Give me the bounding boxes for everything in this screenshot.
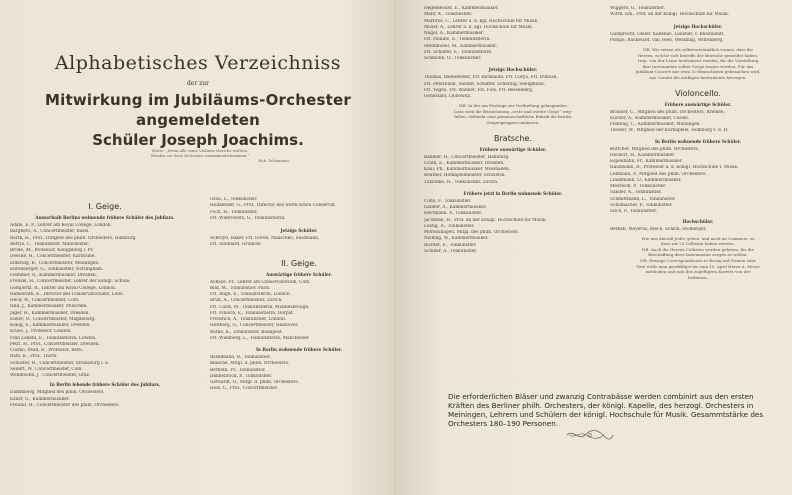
subsection-heading: In Berlin wohnende frühere Schüler. (255, 347, 343, 352)
name-list (424, 75, 602, 100)
list-item: Hamelrath, E., Director des Conservatoriums, Lodz. (10, 291, 124, 297)
list-item: Frl. Finisch, E., Tonkünstlerin, Dorpat. (210, 310, 295, 316)
list-item: König, E., Kammermusiker, Dresden. (10, 323, 91, 328)
list-item: Schmölin, O., Tonkünstler. (424, 56, 482, 61)
list-item: NB. In der am Festtage zur Vertheilung gelangenden (459, 103, 567, 109)
list-item: Moser, A., Lehrer a. d. kgl. Hochschule für Musik. (424, 24, 534, 30)
subsection-heading: Ausserhalb Berlins wohnende frühere Schüler des Jubilars. (35, 215, 175, 220)
motto-author: Rob. Schumann. (258, 158, 290, 163)
list-item: Hild, J., Kammermusiker, München. (10, 304, 88, 310)
list-item: Bandler, H., Concertmeister, Hamburg. (424, 154, 510, 160)
name-list (610, 6, 786, 19)
motto (110, 148, 290, 163)
name-list (10, 223, 200, 379)
column-bratsche (424, 6, 602, 255)
section-heading: II. Geige. (281, 258, 317, 268)
list-item: Marbros, C., Lehrer a. d. kgl. Hochschule für Musik. (424, 18, 539, 24)
subsection-heading: In Berlin wohnende frühere Schüler. (654, 138, 742, 144)
list-item: Beschaffung ihrer Instrumente sorgen zu wollen. (648, 252, 748, 258)
name-list (210, 197, 388, 222)
list-item: Espenhahn, Fr., Kammermusiker. (610, 159, 683, 165)
list-item: Frl. Stoddard, Grumow. (210, 242, 262, 248)
list-item: Nagel, A., Kammermusiker. (424, 31, 484, 36)
list-item: Lehmann, P., Mitglied des philh. Orchesters. (610, 171, 707, 177)
name-list (610, 227, 786, 233)
list-item: Ehrenberger, G., Tonkünstler, Nottingham. (10, 266, 104, 272)
list-item: Wie uns überall Jeder gehen, und auch im Commers, so (641, 235, 755, 241)
list-item: Schumacher, P., Tonkünstler. (610, 202, 673, 208)
list-item: Ackroyd, Baker, Frl. Doren, Palaschko, Sussmann, (210, 236, 320, 241)
list-item: Frenzel, H., Concertmeister, Lehrer der königl. Schule. (10, 279, 131, 285)
list-item: Betrys, C., Tonkünstler, Manchester. (10, 241, 90, 247)
list-item: Göhnstahl, Leibowitz. (424, 94, 472, 99)
name-list (210, 280, 388, 343)
subsection-heading: Frühere auswärtige Schüler. (664, 101, 732, 107)
subsection-heading: Jetzige Hochschüler. (488, 67, 538, 73)
list-item: Richter, E., Tonkünstler. (424, 242, 477, 248)
note (610, 47, 786, 81)
list-item: Kiefer, O., Concertmeister, Magdeburg. (10, 316, 96, 322)
title-line-3: Mitwirkung im Jubiläums-Orchester angemeldeten (45, 91, 351, 129)
name-list (424, 199, 602, 255)
list-item: Baselmann, B., Tonkünstler. (210, 355, 271, 360)
title-line-1: Alphabetisches Verzeichniss (54, 52, 342, 74)
name-list (610, 110, 786, 135)
list-item: Wirth, Em., Prof. an der königl. Hochschule für Musik. (610, 12, 730, 18)
list-item: Gompertz, R., Lehrer am Royal College, London. (10, 285, 117, 291)
ornament-flourish-icon (565, 428, 615, 442)
list-item: Liste wird die Bezeichnung „erste und zweite Geige“ weg- (453, 108, 573, 114)
list-item: Kaul, Ph., Kammermusiker, Wiesbaden. (424, 167, 511, 173)
list-item: Deecke, H., Concertmeister, Karlsruhe. (10, 254, 96, 260)
list-item: Eücher, A., Kammermusiker, Cassel. (610, 115, 690, 121)
list-item: Wiggers, G., Tonkünstler. (610, 6, 665, 11)
list-item: Schmittmann, L., Tonkünstler. (610, 196, 676, 202)
list-item: Fleming, C., Kammermusiker, Meiningen. (610, 122, 701, 128)
list-item: Berbeth, Fr., Tonkünstler. (210, 367, 266, 373)
list-item: Titel wolle man gestfälligst bis zum 10. April Herrn A. Moser (636, 263, 760, 269)
list-item: Frl. Clark, M., Tonkünstlerin, Middlesbrough. (210, 304, 310, 310)
list-item: Frl. Vögeli, Frl. Wanner, Frl. Fick, Frl. Besselberg, (424, 87, 534, 93)
list-item: Mahr, K., Tonkünstler. (424, 12, 473, 18)
list-item: Frl. Bligh, E., Tonkünstlerin, London. (210, 292, 292, 297)
list-item: Eldering, B., Concertmeister, Meiningen. (10, 260, 100, 266)
title-line-4: Schüler Joseph Joachims. (92, 131, 304, 149)
name-list (210, 355, 388, 393)
section-heading: Bratsche. (494, 133, 532, 143)
list-item: Herren, welche sich betreffs der Bratsche gemeldet haben, (637, 52, 759, 58)
list-item: Lüstig, A., Tonkünstler. (424, 223, 475, 229)
list-item: Schiller, A., Tonkünstler. (424, 248, 478, 254)
list-item: Heck, W., Concertmeister, Cöln. (10, 298, 80, 303)
list-item: Wendtsohn, J., Concertmeister, Graz. (10, 373, 91, 378)
list-item: Dannebrock, P., Tonkünstler. (210, 373, 273, 379)
subsection-heading: Hochschüler. (682, 219, 714, 225)
list-item: Hegemeister, E., Kammermusiker. (424, 6, 499, 11)
column-geige-1 (10, 198, 200, 409)
subsection-heading: Auswärtige frühere Schüler. (265, 271, 333, 277)
orchestra-note: Die erforderlichen Bläser und zwanzig Contrabässe werden combinirt aus den ersten Kräften des Berliner philh. Orchesters, der königl. Kapelle, des herzogl. Orchesters in Meiningen, Lehrern und Schülern der königl. Hochschule für Musik. Gesammtstärke des Orchesters 180–190 Personen. (448, 392, 764, 428)
list-item: Kruse, J., Professor, London. (10, 329, 72, 335)
list-item: Finn Lallehl, E., Tonkünstlerin, London. (10, 335, 97, 341)
list-item: Schuster, H., Concertmeister, Strassburg i. E. (10, 360, 110, 366)
list-item: Friedrich, A., Tonkünstler, London. (210, 317, 287, 322)
list-item: Foch, H., Tonkünstler. (210, 209, 258, 215)
list-item: Steinmüdel, M., Kammermusiker. (424, 43, 498, 49)
list-item: Pompe, Rückward, van Veen, Wendling, Wittenberg. (610, 37, 724, 43)
list-item: NB. Etwaige Correspondenzen in Bezug auf Namen oder (640, 257, 756, 263)
list-item: Hollaender, G., Prof., Director des Stern'schen Conservat. (210, 203, 337, 209)
list-item: Crath, E., Kammermusiker, Dresden. (424, 160, 505, 166)
list-item: Hintberg, G., Concertmeister, Hannover. (210, 323, 299, 329)
list-item: Dammberg, Mitglied des philh. Orchesters. (10, 390, 105, 396)
column-geige-cont (210, 197, 388, 393)
subsection-heading: Frühere jetzt in Berlin wohnende Schüler. (463, 190, 563, 196)
list-item: Rothe, K., Tonkünstler, Budapest. (210, 329, 283, 335)
list-item: Flemmer, A., Kammermusiker, Dresden. (10, 273, 98, 278)
list-item: Geigengruppen umfassen. (486, 120, 540, 126)
list-item: bedienen. (688, 274, 708, 280)
list-item: Sitch, P., Tonkünstler. (610, 209, 657, 215)
list-item: Thomas, Baenefelder, Frl. Birnbaum, Frl. Corya, Frl. Duncan, (424, 75, 558, 81)
list-item: Holz, C., Prof., Concertmeister. (210, 386, 278, 392)
name-list (424, 155, 602, 186)
list-item: Tutschke, H., Tonkünstler, Zürich. (424, 179, 499, 185)
list-item: Brun, A., Concertmeister, Zürich. (210, 298, 283, 304)
list-item: Petri, H., Prof., Concertmeister, Dresden. (10, 341, 100, 347)
note (424, 103, 602, 125)
list-item: Barth, H., Prof., Dirigent des philh. Orchesters, Hamburg. (10, 235, 137, 241)
list-item: Jacobsen, H., Prof. an der königl. Hochschule für Musik. (424, 217, 547, 223)
list-item: Nicking, W., Kammermusiker. (424, 236, 489, 242)
list-item: Cosmo, Pauli, B., Professor, Bern. (10, 348, 84, 353)
title-block (20, 52, 376, 150)
list-item: dass wir 23 Cellisten haben werden. (661, 241, 735, 247)
title-line-2: der zur (186, 80, 210, 87)
list-item: Jubiläum-Concert nur etwa 10 Bratschisten gebrauchen wird, (635, 69, 761, 75)
list-item: resp. von der Leine Instrument wurden, für die Vorstellung (637, 58, 759, 64)
list-item: Brauner, C., Mitglied des philh. Orchesters, Bremen. (610, 109, 725, 115)
list-item: mittheilen und sich des zugefügten Kuverts von der (645, 269, 751, 275)
list-item: Rahl, K., Prof., Thorn. (10, 354, 58, 360)
list-item: Freund, H., Concertmeister des philh. Orchesters. (10, 402, 120, 408)
list-item: Büttcher, Mitglied des philh. Orchesters. (610, 146, 700, 152)
list-item: Jäger, H., Kammermusiker, Dresden. (10, 310, 90, 316)
list-item: Herrmann, P., Tonkünstler. (424, 211, 483, 217)
note (610, 236, 786, 281)
list-item: Tiecker, W., Mitglied der Kurkapelle, Homburg v. d. H. (610, 128, 729, 134)
subsection-heading: Jetzige Schüler. (280, 228, 318, 233)
list-item: Adam, E. P., Lehrer am Royal College, London. (10, 223, 112, 228)
list-item: Sander, A., Tonkünstler. (610, 190, 662, 196)
name-list (10, 390, 200, 409)
list-item: Seifert, W., Concertmeister, Cöln. (10, 366, 83, 372)
section-heading: I. Geige. (88, 202, 122, 211)
list-item: Gerhardt, O., Mitgl. d. philh. Orchesters. (210, 380, 299, 385)
section-heading: Violoncello. (675, 88, 721, 98)
list-item: Frl. Pauline, E., Tonkünstlerin. (424, 37, 491, 43)
list-item: Dechert, H., Kammermusiker. (610, 152, 676, 158)
list-item: ihre Instrumente selber Sorge tragen werden. Für das (642, 63, 754, 69)
list-item: Brode, M., Professor, Königsberg i. Pr. (10, 248, 94, 253)
list-item: Frl. Peterbinat, Sander, Schäffer, Schering, Seelgmann, (424, 81, 546, 87)
subsection-heading: Frühere auswärtige Schüler. (479, 146, 547, 152)
list-item: NB. Wir setzen als selbstverständlich voraus, dass die (643, 47, 753, 52)
name-list (210, 236, 388, 249)
name-list (610, 32, 786, 45)
list-item: NB. Auch die Herren Cellisten werden gebeten, für die (642, 246, 754, 252)
list-item: fallen, vielmehr eine gemeinschaftliche Rubrik die beiden (454, 114, 572, 120)
list-item: Hausmann, R., Professor a. d. königl. Hochschule f. Musik. (610, 165, 739, 171)
subsection-heading: In Berlin lebende frühere Schüler des Jubilars. (49, 382, 161, 388)
list-item: Frl. Schäffer, E., Tonkünstlerin. (424, 49, 493, 55)
list-item: Exner, G., Kammermusiker. (10, 396, 70, 402)
list-item: Blanche, Mitgl. d. philh. Orchesters. (210, 361, 290, 367)
list-item: Meerwoll, P., Tonkünstler. (610, 184, 667, 190)
name-list (610, 147, 786, 216)
list-item: Lindemann, O., Kammermusiker. (610, 177, 682, 183)
list-item: Achaye, Fr., Lehrer am Conservatorium, Cöln. (210, 279, 311, 285)
list-item: Cohn, F., Tonkünstler. (424, 198, 472, 204)
name-list (424, 6, 602, 62)
motto-line: Motto: „Wenn alle seine Violinen streiche wollten, (151, 148, 249, 153)
list-item: Frl. Wienberg, L., Tonkünstlerin, Manchester. (210, 335, 310, 341)
column-violoncello (610, 6, 786, 280)
motto-line: Würden sie doch Orchester zusammenbekommen.“ (150, 153, 250, 158)
list-item: Gumprecht, Geller, Käbelius, Lauener, v. Rheinländt, (610, 31, 725, 37)
list-item: Reuther, Hofkapellmeister, Schwerin. (424, 173, 506, 179)
subsection-heading: Jetzige Hochschüler. (673, 23, 723, 29)
list-item: aus Comité die nöthigen Instrumente besorgen. (649, 74, 747, 80)
right-page (396, 0, 792, 495)
list-item: Berkeb, Meyerus, Blech, Schick, Stolberger. (610, 227, 707, 233)
list-item: Grau, L., Tonkünstler. (210, 197, 258, 202)
list-item: Frl. Wietrowetz, G., Tonkünstlerin. (210, 215, 286, 221)
list-item: Morezuhagen, Mitgl. des philh. Orchesters. (424, 230, 520, 236)
list-item: Gabner, A., Kammermusiker. (424, 205, 487, 211)
list-item: Barghero, A., Concertmeister, Basel. (10, 229, 90, 235)
list-item: Bild, M., Tonkünstler, Paris. (210, 285, 271, 291)
